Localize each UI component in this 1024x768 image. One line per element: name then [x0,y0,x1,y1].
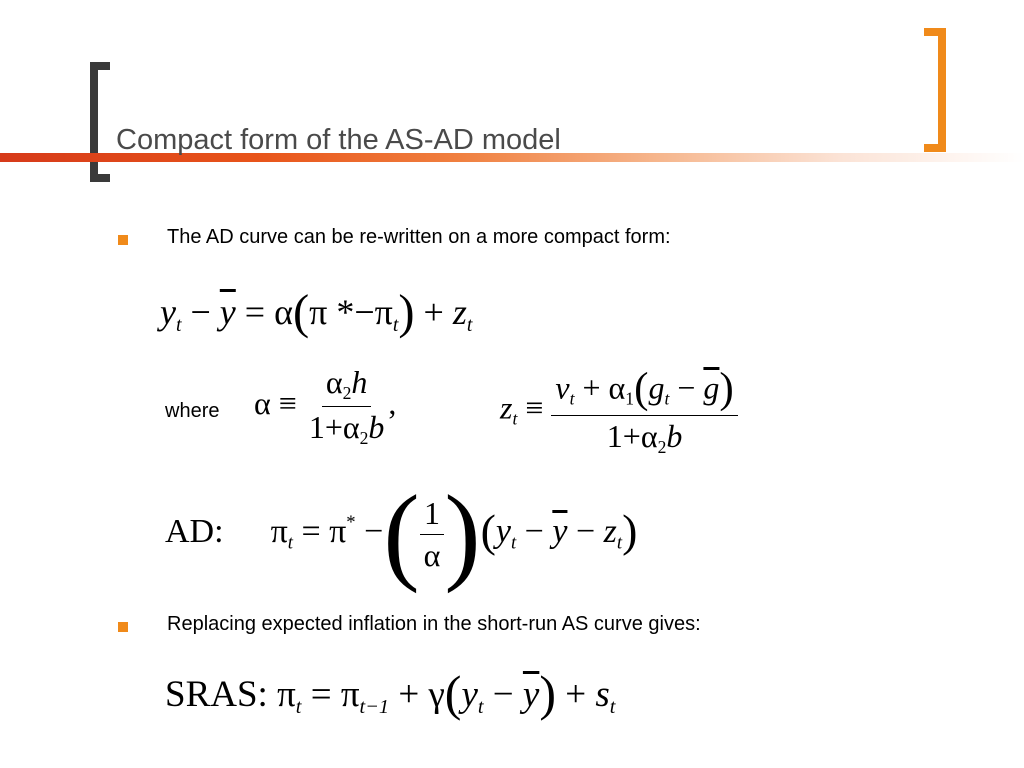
equation-ad-compact: $y_t - \overline{y} = \alpha(\pi$ $*-\pi_t) + z_t$ [160,285,473,339]
left-bracket-decoration [90,62,110,182]
bullet-text-replacing: Replacing expected inflation in the short-run AS curve gives: [167,613,701,635]
where-label: where [165,400,220,422]
equation-ad: AD: $\pi_t = \pi^*$ −( $\frac{1}{\alpha}$ )$(y_t - \overline{y} - z_t)$ [165,473,638,594]
ad-label: AD: [165,513,224,551]
equation-z-definition: $z_t$ ≡ $\frac{v_t + \alpha 1(g_t - \overline{g})}{1+\alpha 2b}$ [500,364,738,458]
bullet-text-ad-compact: The AD curve can be re-written on a more compact form: [167,226,671,248]
slide-title: Compact form of the AS-AD model [116,124,561,156]
right-bracket-decoration [924,28,946,152]
bullet-marker [118,235,128,245]
equation-alpha-definition: α ≡ $\frac{\alpha 2h}{1+\alpha 2b}$ , [254,364,397,449]
bullet-marker [118,622,128,632]
sras-label: SRAS: [165,674,268,716]
equation-sras: SRAS: $\pi_t = \pi_{t-1} + \gamma(y_t - \overline{y}) + s_t$ [165,665,616,721]
